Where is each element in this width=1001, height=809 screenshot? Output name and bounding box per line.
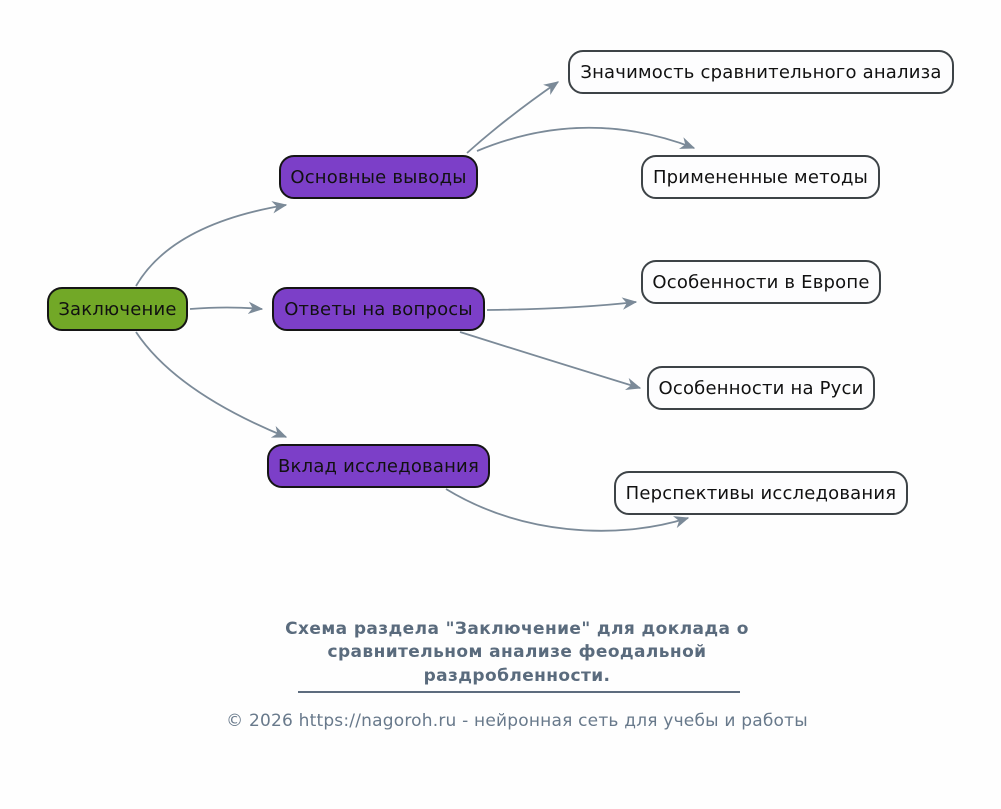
caption-divider: [298, 691, 740, 693]
edge-root-to-branch2: [190, 308, 262, 310]
branch-node-research-contribution: Вклад исследования: [267, 444, 490, 488]
edge-branch1-to-leaf2: [477, 128, 694, 151]
branch-node-answers-to-questions: Ответы на вопросы: [272, 287, 485, 331]
watermark-footer: © 2026 https://nagoroh.ru - нейронная сеть для учебы и работы: [226, 711, 808, 731]
leaf-node-features-in-rus: Особенности на Руси: [647, 366, 875, 410]
edge-branch1-to-leaf1: [467, 82, 558, 153]
leaf-node-applied-methods: Примененные методы: [641, 155, 880, 199]
edge-root-to-branch3: [136, 332, 286, 437]
edge-branch2-to-leaf3: [487, 302, 636, 310]
diagram-caption: Схема раздела "Заключение" для доклада о сравнительном анализе феодальной раздробленности.: [285, 619, 749, 686]
edge-root-to-branch1: [136, 205, 286, 286]
leaf-node-significance-of-comparative-analysis: Значимость сравнительного анализа: [568, 50, 954, 94]
leaf-node-research-prospects: Перспективы исследования: [614, 471, 908, 515]
branch-node-main-findings: Основные выводы: [279, 155, 478, 199]
leaf-node-features-in-europe: Особенности в Европе: [641, 260, 881, 304]
edge-branch2-to-leaf4: [460, 332, 640, 388]
root-node-conclusion: Заключение: [47, 287, 188, 331]
